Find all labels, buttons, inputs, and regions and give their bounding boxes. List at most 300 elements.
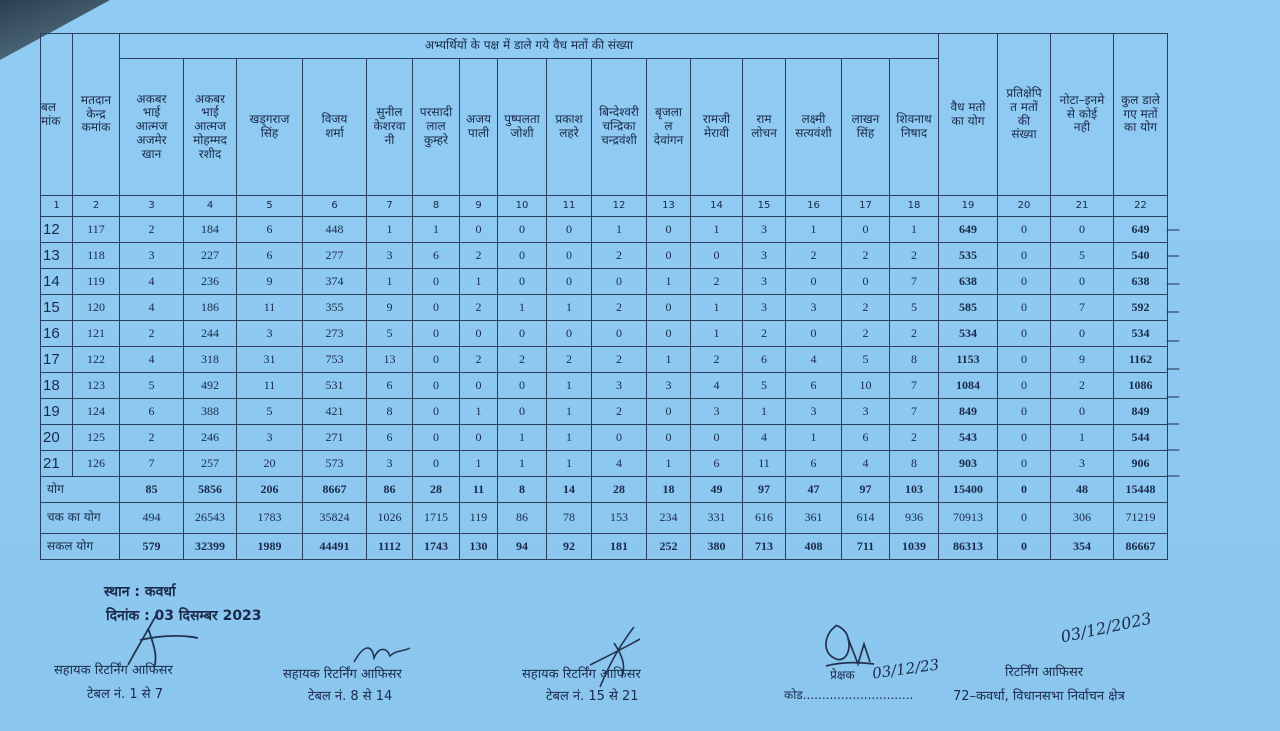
- candidate-votes: 6: [120, 399, 184, 425]
- rejected-votes: 0: [998, 347, 1051, 373]
- valid-votes: 1153: [939, 347, 998, 373]
- booth-number: 125: [73, 425, 120, 451]
- column-number: 7: [367, 196, 413, 217]
- candidate-votes: 1: [647, 451, 691, 477]
- candidate-votes: 0: [460, 321, 498, 347]
- rejected-votes: 0: [998, 243, 1051, 269]
- candidate-votes: 3: [743, 269, 786, 295]
- candidate-votes: 7: [120, 451, 184, 477]
- candidate-votes: 28: [592, 477, 647, 503]
- candidate-votes: 227: [184, 243, 237, 269]
- candidate-votes: 2: [890, 425, 939, 451]
- nota-votes: 0: [1051, 399, 1114, 425]
- handwritten-date-observer: 03/12/23: [871, 655, 941, 683]
- candidate-votes: 0: [547, 217, 592, 243]
- candidate-votes: 0: [498, 399, 547, 425]
- candidate-votes: 1: [547, 399, 592, 425]
- candidate-votes: 244: [184, 321, 237, 347]
- column-number: 3: [120, 196, 184, 217]
- handwritten-date-ro: 03/12/2023: [1059, 608, 1154, 647]
- table-number: 18: [41, 373, 73, 399]
- candidate-votes: 0: [691, 425, 743, 451]
- candidate-votes: 2: [120, 217, 184, 243]
- candidate-votes: 5: [120, 373, 184, 399]
- candidate-votes: 0: [413, 451, 460, 477]
- candidate-votes: 153: [592, 503, 647, 534]
- candidate-votes: 331: [691, 503, 743, 534]
- candidate-votes: 234: [647, 503, 691, 534]
- candidate-votes: 49: [691, 477, 743, 503]
- column-number: 10: [498, 196, 547, 217]
- ro-title: रिटर्निंग आफिसर: [1005, 665, 1084, 680]
- candidate-votes: 13: [367, 347, 413, 373]
- candidate-votes: 1: [786, 425, 842, 451]
- table-number: 13: [41, 243, 73, 269]
- candidate-votes: 2: [120, 425, 184, 451]
- candidate-votes: 1: [367, 269, 413, 295]
- candidate-votes: 97: [842, 477, 890, 503]
- candidate-votes: 1039: [890, 534, 939, 560]
- candidate-votes: 18: [647, 477, 691, 503]
- candidate-votes: 1: [743, 399, 786, 425]
- candidate-votes: 3: [592, 373, 647, 399]
- candidate-votes: 2: [842, 321, 890, 347]
- candidate-votes: 0: [547, 321, 592, 347]
- aro-3-title: सहायक रिटर्निंग आफिसर: [522, 667, 641, 682]
- table-number: 16: [41, 321, 73, 347]
- previous-total-row: [41, 503, 1168, 534]
- header-candidate: राम लोचन: [743, 59, 786, 196]
- booth-number: 119: [73, 269, 120, 295]
- candidate-votes: 6: [237, 217, 303, 243]
- candidate-votes: 0: [592, 425, 647, 451]
- candidate-votes: 8: [367, 399, 413, 425]
- table-number: 19: [41, 399, 73, 425]
- header-candidate: रामजी मेरावी: [691, 59, 743, 196]
- candidate-votes: 1: [367, 217, 413, 243]
- candidate-votes: 0: [460, 217, 498, 243]
- header-candidates-title: अभ्यर्थियों के पक्ष में डाले गये वैध मतों की संख्या: [120, 34, 939, 59]
- candidate-votes: 6: [367, 373, 413, 399]
- valid-votes: 585: [939, 295, 998, 321]
- column-number: 9: [460, 196, 498, 217]
- booth-number: 121: [73, 321, 120, 347]
- candidate-votes: 206: [237, 477, 303, 503]
- column-number: 8: [413, 196, 460, 217]
- candidate-votes: 3: [743, 295, 786, 321]
- valid-votes: 649: [939, 217, 998, 243]
- candidate-votes: 3: [786, 399, 842, 425]
- table-number: 15: [41, 295, 73, 321]
- candidate-votes: 5: [367, 321, 413, 347]
- nota-votes: 5: [1051, 243, 1114, 269]
- table-number: 21: [41, 451, 73, 477]
- candidate-votes: 0: [460, 373, 498, 399]
- candidate-votes: 44491: [303, 534, 367, 560]
- candidate-votes: 0: [498, 373, 547, 399]
- date-label: दिनांक : 03 दिसम्बर 2023: [106, 608, 262, 624]
- valid-votes: 15400: [939, 477, 998, 503]
- candidate-votes: 11: [237, 295, 303, 321]
- candidate-votes: 0: [413, 425, 460, 451]
- column-number: 5: [237, 196, 303, 217]
- candidate-votes: 6: [786, 451, 842, 477]
- total-votes: 649: [1114, 217, 1168, 243]
- column-number: 18: [890, 196, 939, 217]
- candidate-votes: 3: [842, 399, 890, 425]
- header-valid-votes: वैध मतो का योग: [939, 34, 998, 196]
- column-number: 16: [786, 196, 842, 217]
- column-number: 20: [998, 196, 1051, 217]
- header-candidate: परसादी लाल कुम्हरे: [413, 59, 460, 196]
- candidate-votes: 1715: [413, 503, 460, 534]
- nota-votes: 354: [1051, 534, 1114, 560]
- total-votes: 534: [1114, 321, 1168, 347]
- header-candidate: अकबर भाई आत्मज मोहम्मद रशीद: [184, 59, 237, 196]
- candidate-votes: 7: [890, 269, 939, 295]
- nota-votes: 0: [1051, 321, 1114, 347]
- column-number: 1: [41, 196, 73, 217]
- table-row: [41, 295, 1168, 321]
- candidate-votes: 753: [303, 347, 367, 373]
- aro-3-tables: टेबल नं. 15 से 21: [546, 689, 639, 704]
- rejected-votes: 0: [998, 503, 1051, 534]
- candidate-votes: 94: [498, 534, 547, 560]
- candidate-votes: 6: [786, 373, 842, 399]
- total-votes: 544: [1114, 425, 1168, 451]
- candidate-votes: 6: [691, 451, 743, 477]
- nota-votes: 306: [1051, 503, 1114, 534]
- candidate-votes: 3: [743, 217, 786, 243]
- nota-votes: 48: [1051, 477, 1114, 503]
- candidate-votes: 614: [842, 503, 890, 534]
- header-total-votes: कुल डाले गए मतों का योग: [1114, 34, 1168, 196]
- candidate-votes: 1: [498, 425, 547, 451]
- candidate-votes: 1: [647, 347, 691, 373]
- valid-votes: 1084: [939, 373, 998, 399]
- ro-constituency: 72–कवर्धा, विधानसभा निर्वाचन क्षेत्र: [953, 689, 1125, 704]
- total-votes: 638: [1114, 269, 1168, 295]
- rejected-votes: 0: [998, 269, 1051, 295]
- candidate-votes: 374: [303, 269, 367, 295]
- candidate-votes: 8667: [303, 477, 367, 503]
- candidate-votes: 0: [842, 269, 890, 295]
- table-row: [41, 347, 1168, 373]
- header-nota: नोटा–इनमे से कोई नही: [1051, 34, 1114, 196]
- candidate-votes: 1: [547, 373, 592, 399]
- candidate-votes: 0: [413, 347, 460, 373]
- candidate-votes: 3: [647, 373, 691, 399]
- total-votes: 906: [1114, 451, 1168, 477]
- candidate-votes: 97: [743, 477, 786, 503]
- candidate-votes: 257: [184, 451, 237, 477]
- candidate-votes: 1: [460, 399, 498, 425]
- candidate-votes: 936: [890, 503, 939, 534]
- total-votes: 592: [1114, 295, 1168, 321]
- rejected-votes: 0: [998, 477, 1051, 503]
- candidate-votes: 0: [647, 295, 691, 321]
- candidate-votes: 0: [647, 217, 691, 243]
- candidate-votes: 4: [592, 451, 647, 477]
- candidate-votes: 1112: [367, 534, 413, 560]
- rejected-votes: 0: [998, 295, 1051, 321]
- check-mark-icon: —: [1166, 304, 1180, 320]
- check-mark-icon: —: [1166, 222, 1180, 238]
- candidate-votes: 47: [786, 477, 842, 503]
- candidate-votes: 388: [184, 399, 237, 425]
- rejected-votes: 0: [998, 425, 1051, 451]
- candidate-votes: 5: [743, 373, 786, 399]
- candidate-votes: 1: [691, 321, 743, 347]
- candidate-votes: 2: [547, 347, 592, 373]
- aro-3-signature: [570, 625, 650, 695]
- candidate-votes: 277: [303, 243, 367, 269]
- candidate-votes: 3: [237, 425, 303, 451]
- header-candidate: अकबर भाई आत्मज अजमेर खान: [120, 59, 184, 196]
- check-mark-icon: —: [1166, 276, 1180, 292]
- candidate-votes: 5: [842, 347, 890, 373]
- candidate-votes: 6: [743, 347, 786, 373]
- header-rejected-votes: प्रतिक्षेपि त मतों की संख्या: [998, 34, 1051, 196]
- candidate-votes: 8: [890, 451, 939, 477]
- candidate-votes: 2: [890, 321, 939, 347]
- candidate-votes: 2: [592, 243, 647, 269]
- table-row: [41, 373, 1168, 399]
- table-row: [41, 399, 1168, 425]
- header-candidate: विजय शर्मा: [303, 59, 367, 196]
- candidate-votes: 1026: [367, 503, 413, 534]
- candidate-votes: 0: [413, 321, 460, 347]
- candidate-votes: 0: [413, 399, 460, 425]
- rejected-votes: 0: [998, 217, 1051, 243]
- candidate-votes: 4: [120, 347, 184, 373]
- candidate-votes: 86: [498, 503, 547, 534]
- aro-2-signature: [350, 640, 420, 670]
- booth-number: 122: [73, 347, 120, 373]
- booth-number: 120: [73, 295, 120, 321]
- candidate-votes: 11: [237, 373, 303, 399]
- candidate-votes: 0: [498, 269, 547, 295]
- candidate-votes: 92: [547, 534, 592, 560]
- candidate-votes: 1: [460, 451, 498, 477]
- table-row: [41, 425, 1168, 451]
- candidate-votes: 3: [120, 243, 184, 269]
- candidate-votes: 1: [547, 295, 592, 321]
- candidate-votes: 380: [691, 534, 743, 560]
- booth-number: 123: [73, 373, 120, 399]
- total-votes: 849: [1114, 399, 1168, 425]
- candidate-votes: 492: [184, 373, 237, 399]
- valid-votes: 543: [939, 425, 998, 451]
- row-label: सकल योग: [41, 534, 120, 560]
- place-label: स्थान : कवर्धा: [104, 584, 176, 600]
- check-mark-icon: —: [1166, 361, 1180, 377]
- candidate-votes: 4: [691, 373, 743, 399]
- table-number: 17: [41, 347, 73, 373]
- candidate-votes: 2: [691, 269, 743, 295]
- table-row: [41, 451, 1168, 477]
- candidate-votes: 1: [547, 425, 592, 451]
- candidate-votes: 2: [460, 295, 498, 321]
- candidate-votes: 1: [498, 451, 547, 477]
- candidate-votes: 2: [743, 321, 786, 347]
- total-votes: 540: [1114, 243, 1168, 269]
- table-row: [41, 217, 1168, 243]
- candidate-votes: 3: [743, 243, 786, 269]
- candidate-votes: 7: [890, 373, 939, 399]
- header-candidate: सुनील केशरवा नी: [367, 59, 413, 196]
- header-candidate: लाखन सिंह: [842, 59, 890, 196]
- check-mark-icon: —: [1166, 416, 1180, 432]
- candidate-votes: 181: [592, 534, 647, 560]
- total-votes: 86667: [1114, 534, 1168, 560]
- total-votes: 71219: [1114, 503, 1168, 534]
- candidate-votes: 86: [367, 477, 413, 503]
- rejected-votes: 0: [998, 399, 1051, 425]
- candidate-votes: 252: [647, 534, 691, 560]
- candidate-votes: 4: [120, 269, 184, 295]
- candidate-votes: 273: [303, 321, 367, 347]
- total-votes: 1086: [1114, 373, 1168, 399]
- nota-votes: 0: [1051, 217, 1114, 243]
- candidate-votes: 78: [547, 503, 592, 534]
- candidate-votes: 6: [367, 425, 413, 451]
- check-mark-icon: —: [1166, 248, 1180, 264]
- candidate-votes: 1: [890, 217, 939, 243]
- nota-votes: 3: [1051, 451, 1114, 477]
- check-mark-icon: —: [1166, 468, 1180, 484]
- nota-votes: 0: [1051, 269, 1114, 295]
- candidate-votes: 26543: [184, 503, 237, 534]
- candidate-votes: 0: [691, 243, 743, 269]
- aro-1-tables: टेबल नं. 1 से 7: [87, 687, 163, 702]
- header-candidate: प्रकाश लहरे: [547, 59, 592, 196]
- candidate-votes: 0: [498, 243, 547, 269]
- valid-votes: 535: [939, 243, 998, 269]
- column-number-row: [41, 196, 1168, 217]
- candidate-votes: 31: [237, 347, 303, 373]
- candidate-votes: 7: [890, 399, 939, 425]
- candidate-votes: 8: [890, 347, 939, 373]
- candidate-votes: 0: [592, 269, 647, 295]
- observer-signature: [818, 618, 878, 678]
- candidate-votes: 0: [498, 217, 547, 243]
- total-votes: 1162: [1114, 347, 1168, 373]
- candidate-votes: 119: [460, 503, 498, 534]
- candidate-votes: 1: [547, 451, 592, 477]
- header-candidate: लक्ष्मी सत्यवंशी: [786, 59, 842, 196]
- header-table-sr: बल मांक: [41, 34, 73, 196]
- candidate-votes: 5: [237, 399, 303, 425]
- candidate-votes: 6: [413, 243, 460, 269]
- aro-1-title: सहायक रिटर्निंग आफिसर: [54, 663, 173, 678]
- candidate-votes: 184: [184, 217, 237, 243]
- candidate-votes: 0: [498, 321, 547, 347]
- candidate-votes: 1: [460, 269, 498, 295]
- candidate-votes: 421: [303, 399, 367, 425]
- aro-2-tables: टेबल नं. 8 से 14: [308, 689, 393, 704]
- candidate-votes: 8: [498, 477, 547, 503]
- candidate-votes: 11: [460, 477, 498, 503]
- candidate-votes: 2: [498, 347, 547, 373]
- candidate-votes: 0: [647, 399, 691, 425]
- candidate-votes: 2: [842, 295, 890, 321]
- candidate-votes: 10: [842, 373, 890, 399]
- candidate-votes: 0: [547, 269, 592, 295]
- candidate-votes: 2: [842, 243, 890, 269]
- candidate-votes: 2: [460, 243, 498, 269]
- candidate-votes: 246: [184, 425, 237, 451]
- column-number: 14: [691, 196, 743, 217]
- candidate-votes: 3: [367, 243, 413, 269]
- column-number: 6: [303, 196, 367, 217]
- rejected-votes: 0: [998, 534, 1051, 560]
- candidate-votes: 1743: [413, 534, 460, 560]
- candidate-votes: 5: [890, 295, 939, 321]
- candidate-votes: 713: [743, 534, 786, 560]
- candidate-votes: 3: [786, 295, 842, 321]
- candidate-votes: 1: [498, 295, 547, 321]
- candidate-votes: 9: [237, 269, 303, 295]
- row-label: चक का योग: [41, 503, 120, 534]
- candidate-votes: 0: [413, 295, 460, 321]
- table-row: [41, 243, 1168, 269]
- candidate-votes: 408: [786, 534, 842, 560]
- nota-votes: 2: [1051, 373, 1114, 399]
- candidate-votes: 1: [413, 217, 460, 243]
- candidate-votes: 35824: [303, 503, 367, 534]
- candidate-votes: 579: [120, 534, 184, 560]
- candidate-votes: 1989: [237, 534, 303, 560]
- candidate-votes: 32399: [184, 534, 237, 560]
- valid-votes: 70913: [939, 503, 998, 534]
- candidate-votes: 2: [592, 295, 647, 321]
- valid-votes: 903: [939, 451, 998, 477]
- candidate-votes: 236: [184, 269, 237, 295]
- candidate-votes: 2: [460, 347, 498, 373]
- candidate-votes: 85: [120, 477, 184, 503]
- candidate-votes: 0: [547, 243, 592, 269]
- header-candidate: बृजला ल देवांगन: [647, 59, 691, 196]
- column-number: 15: [743, 196, 786, 217]
- booth-number: 126: [73, 451, 120, 477]
- nota-votes: 9: [1051, 347, 1114, 373]
- candidate-votes: 20: [237, 451, 303, 477]
- candidate-votes: 0: [786, 269, 842, 295]
- candidate-votes: 103: [890, 477, 939, 503]
- booth-number: 124: [73, 399, 120, 425]
- candidate-votes: 0: [786, 321, 842, 347]
- candidate-votes: 4: [842, 451, 890, 477]
- candidate-votes: 3: [367, 451, 413, 477]
- table-number: 20: [41, 425, 73, 451]
- candidate-votes: 448: [303, 217, 367, 243]
- candidate-votes: 1: [691, 217, 743, 243]
- code-label: कोड.............................: [784, 688, 914, 702]
- check-mark-icon: —: [1166, 442, 1180, 458]
- candidate-votes: 1: [592, 217, 647, 243]
- candidate-votes: 28: [413, 477, 460, 503]
- column-number: 17: [842, 196, 890, 217]
- candidate-votes: 355: [303, 295, 367, 321]
- header-candidate: बिन्देश्वरी चन्द्रिका चन्द्रवंशी: [592, 59, 647, 196]
- header-candidate: पुष्पलता जोशी: [498, 59, 547, 196]
- column-number: 22: [1114, 196, 1168, 217]
- candidate-votes: 531: [303, 373, 367, 399]
- candidate-votes: 2: [890, 243, 939, 269]
- candidate-votes: 0: [592, 321, 647, 347]
- column-number: 19: [939, 196, 998, 217]
